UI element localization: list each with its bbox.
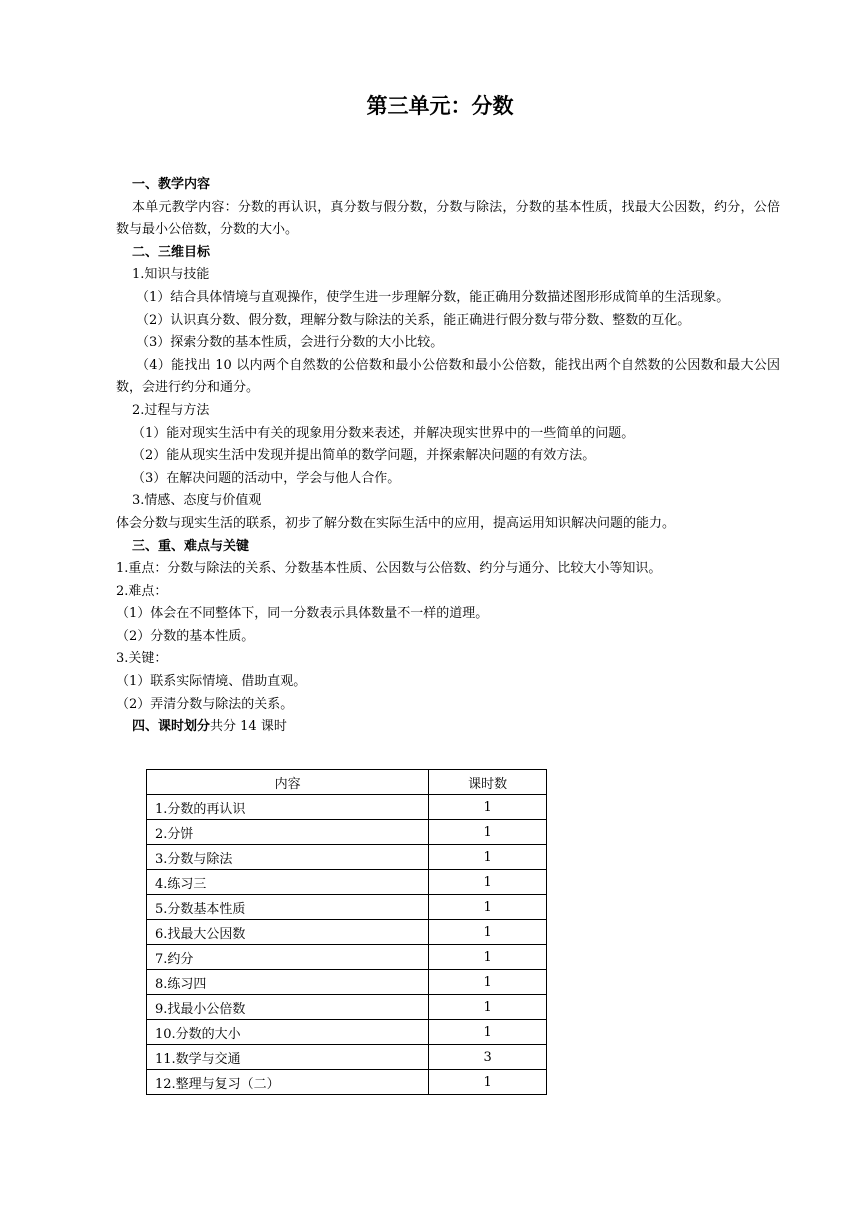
lesson-name: 4.练习三 bbox=[147, 870, 429, 895]
critical-title: 3.关键： bbox=[116, 651, 168, 667]
column-header-content: 内容 bbox=[147, 770, 429, 795]
section-heading-teaching-content: 一、教学内容 bbox=[132, 177, 211, 192]
process-item-2: （2）能从现实生活中发现并提出简单的数学问题，并探索解决问题的有效方法。 bbox=[132, 448, 596, 464]
knowledge-item-3: （3）探索分数的基本性质，会进行分数的大小比较。 bbox=[136, 335, 444, 351]
lesson-name: 6.找最大公因数 bbox=[147, 920, 429, 945]
table-header-row bbox=[147, 770, 547, 795]
lesson-hours: 1 bbox=[429, 1020, 547, 1045]
teaching-content-paragraph: 本单元教学内容：分数的再认识，真分数与假分数，分数与除法，分数的基本性质，找最大公因数，约分，公倍数与最小公倍数，分数的大小。 bbox=[116, 199, 780, 238]
attitude-values-title: 3.情感、态度与价值观 bbox=[132, 493, 262, 509]
table-row bbox=[147, 970, 547, 995]
lesson-hours: 1 bbox=[429, 1070, 547, 1095]
lesson-hours: 1 bbox=[429, 795, 547, 820]
table-row bbox=[147, 1045, 547, 1070]
critical-item-1: （1）联系实际情境、借助直观。 bbox=[116, 674, 307, 690]
section-heading-objectives: 二、三维目标 bbox=[132, 244, 211, 260]
table-row bbox=[147, 870, 547, 895]
lesson-hours: 1 bbox=[429, 995, 547, 1020]
process-item-1: （1）能对现实生活中有关的现象用分数来表述，并解决现实世界中的一些简单的问题。 bbox=[132, 425, 635, 441]
lesson-name: 5.分数基本性质 bbox=[147, 895, 429, 920]
table-row bbox=[147, 945, 547, 970]
lesson-hours: 1 bbox=[429, 945, 547, 970]
lesson-hours: 3 bbox=[429, 1045, 547, 1070]
lesson-division-heading: 四、课时划分 bbox=[132, 719, 211, 735]
lesson-name: 10.分数的大小 bbox=[147, 1020, 429, 1045]
lesson-division-total: 共分 14 课时 bbox=[210, 719, 287, 735]
lesson-name: 7.约分 bbox=[147, 945, 429, 970]
process-methods-title: 2.过程与方法 bbox=[132, 402, 210, 418]
difficulty-item-1: （1）体会在不同整体下，同一分数表示具体数量不一样的道理。 bbox=[116, 606, 489, 622]
document-body bbox=[116, 174, 780, 739]
knowledge-item-2: （2）认识真分数、假分数，理解分数与除法的关系，能正确进行假分数与带分数、整数的互化。 bbox=[136, 312, 691, 328]
table-row bbox=[147, 1020, 547, 1045]
attitude-item-1: 体会分数与现实生活的联系，初步了解分数在实际生活中的应用，提高运用知识解决问题的能力。 bbox=[116, 515, 676, 531]
lesson-hours: 1 bbox=[429, 845, 547, 870]
table-row bbox=[147, 795, 547, 820]
lesson-name: 9.找最小公倍数 bbox=[147, 995, 429, 1020]
lesson-hours: 1 bbox=[429, 870, 547, 895]
lesson-table bbox=[146, 769, 547, 1095]
lesson-name: 11.数学与交通 bbox=[147, 1045, 429, 1070]
knowledge-skills-title: 1.知识与技能 bbox=[132, 267, 210, 283]
table-row bbox=[147, 1070, 547, 1095]
lesson-hours: 1 bbox=[429, 820, 547, 845]
table-row bbox=[147, 995, 547, 1020]
difficulty-item-2: （2）分数的基本性质。 bbox=[116, 628, 255, 644]
key-points-item: 1.重点：分数与除法的关系、分数基本性质、公因数与公倍数、约分与通分、比较大小等知识。 bbox=[116, 561, 662, 577]
table-row bbox=[147, 895, 547, 920]
knowledge-item-1: （1）结合具体情境与直观操作，使学生进一步理解分数，能正确用分数描述图形形成简单的生活现象。 bbox=[136, 289, 730, 305]
table-row bbox=[147, 820, 547, 845]
lesson-hours: 1 bbox=[429, 970, 547, 995]
lesson-hours: 1 bbox=[429, 895, 547, 920]
page-title: 第三单元：分数 bbox=[366, 94, 514, 118]
table-row bbox=[147, 920, 547, 945]
lesson-name: 8.练习四 bbox=[147, 970, 429, 995]
lesson-hours: 1 bbox=[429, 920, 547, 945]
column-header-hours: 课时数 bbox=[429, 770, 547, 795]
process-item-3: （3）在解决问题的活动中，学会与他人合作。 bbox=[132, 470, 401, 486]
section-heading-key-points: 三、重、难点与关键 bbox=[132, 538, 250, 554]
difficulties-title: 2.难点： bbox=[116, 583, 168, 599]
section-heading-lesson-division bbox=[116, 716, 780, 739]
lesson-name: 3.分数与除法 bbox=[147, 845, 429, 870]
table-row bbox=[147, 845, 547, 870]
lesson-name: 1.分数的再认识 bbox=[147, 795, 429, 820]
lesson-name: 2.分饼 bbox=[147, 820, 429, 845]
lesson-name: 12.整理与复习（二） bbox=[147, 1070, 429, 1095]
knowledge-item-4: （4）能找出 10 以内两个自然数的公倍数和最小公倍数和最小公倍数，能找出两个自然数的公因数和最大公因数，会进行约分和通分。 bbox=[116, 357, 780, 396]
critical-item-2: （2）弄清分数与除法的关系。 bbox=[116, 696, 294, 712]
